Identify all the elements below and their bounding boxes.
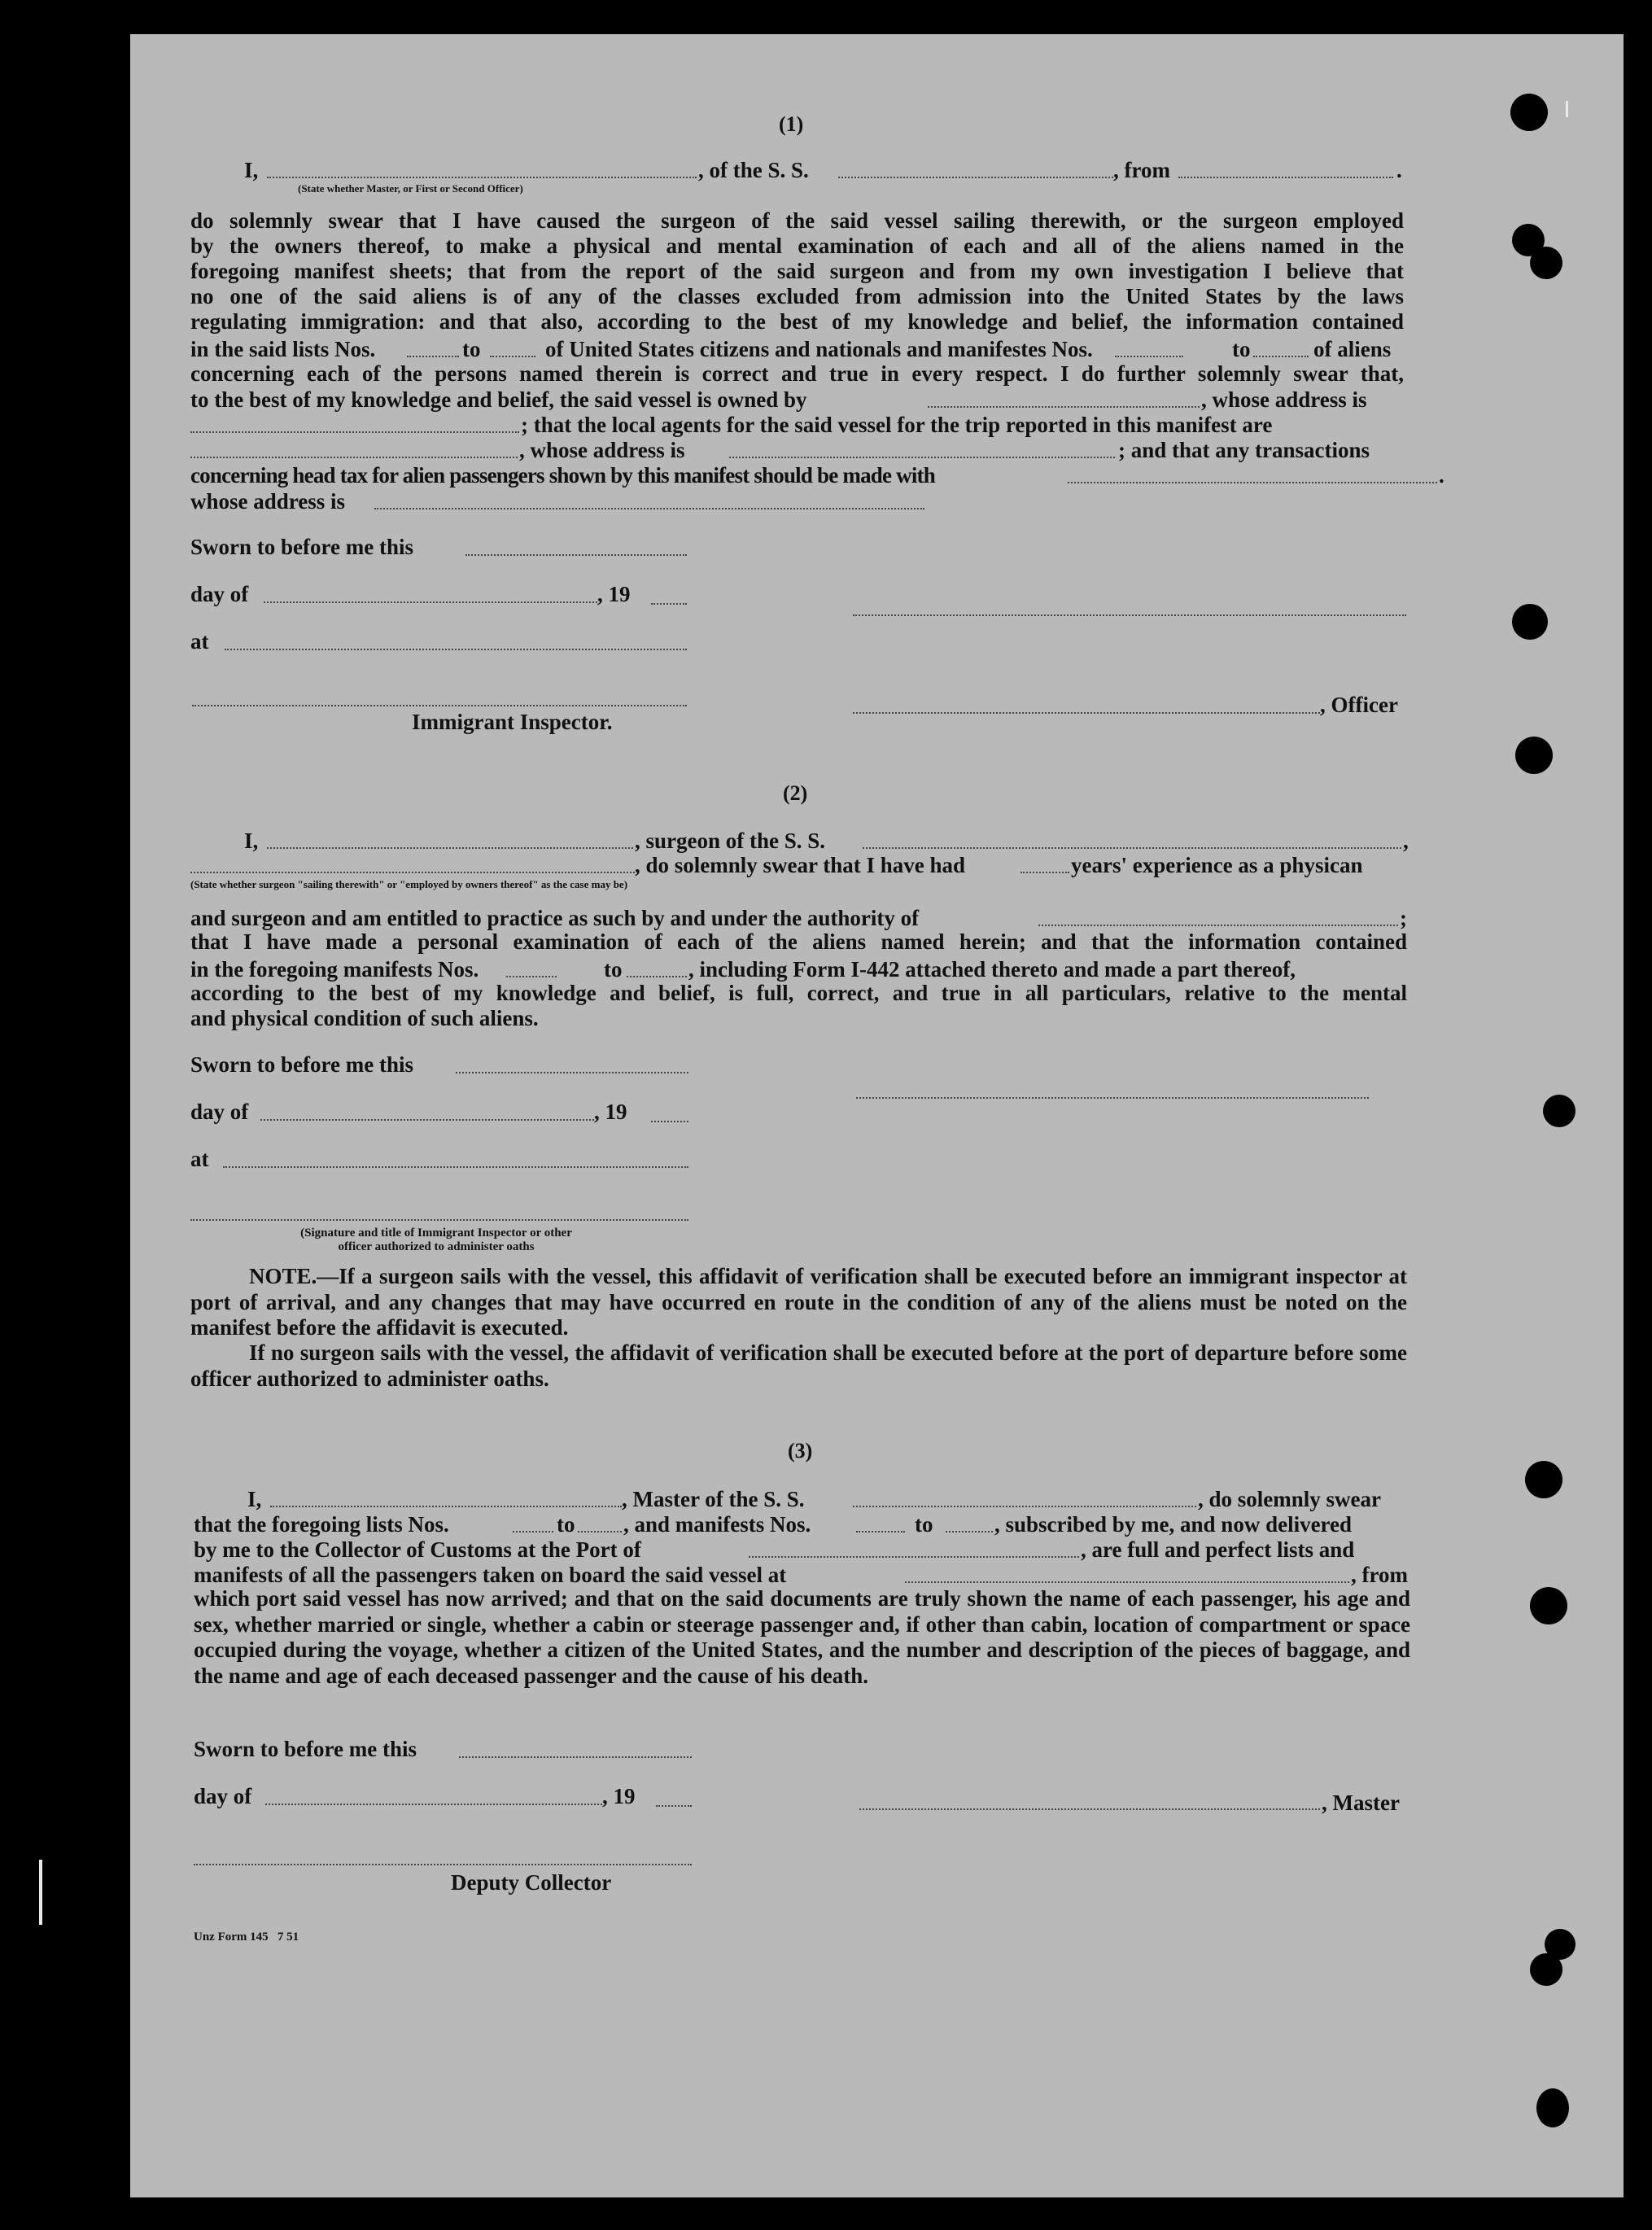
scan-mark <box>1566 101 1568 117</box>
surgeon-vessel-field[interactable] <box>863 847 1401 849</box>
master-manifests-to-field[interactable] <box>946 1531 993 1533</box>
sworn-year-field[interactable] <box>651 1121 688 1122</box>
punch-hole <box>1530 1587 1567 1624</box>
master-lists-from-field[interactable] <box>513 1531 553 1533</box>
concerning-line: concerning each of the persons named therein is correct and true in every respect. I do further solemnly swear that, <box>190 361 1404 386</box>
transactions-label: ; and that any transactions <box>1118 438 1370 462</box>
officer-signature-line-1[interactable] <box>853 614 1406 616</box>
punch-hole <box>1543 1095 1576 1127</box>
punch-hole <box>1536 2088 1569 2127</box>
deputy-collector-label: Deputy Collector <box>451 1870 612 1895</box>
day-of-label: day of <box>190 582 249 606</box>
punch-hole <box>1530 247 1562 279</box>
citizens-label: of United States citizens and nationals and manifestes Nos. <box>545 337 1093 361</box>
oath-line-1: do solemnly swear that I have caused the surgeon of the said vessel sailing therewith, or the surgeon employed <box>190 208 1404 233</box>
day-of-label: day of <box>194 1784 252 1808</box>
to-label: to <box>604 957 623 982</box>
foregoing-label: in the foregoing manifests Nos. <box>190 957 479 982</box>
year-label: , 19 <box>594 1100 627 1124</box>
master-manifests-from-field[interactable] <box>856 1531 905 1533</box>
surgeon-signature-line[interactable] <box>856 1097 1369 1099</box>
headtax-field[interactable] <box>1068 482 1437 483</box>
manifests-label: , and manifests Nos. <box>623 1512 811 1537</box>
physical-line: and physical condition of such aliens. <box>190 1006 539 1030</box>
section-1-heading: (1) <box>779 112 804 136</box>
officer-signature-line[interactable] <box>853 712 1320 714</box>
sworn-day-field[interactable] <box>459 1756 692 1758</box>
from-label: , from <box>1113 158 1170 182</box>
exam-line: that I have made a personal examination of each of the aliens named herein; and that the information contained <box>190 929 1407 954</box>
semicolon: ; <box>1400 906 1407 930</box>
affiant-name-field[interactable] <box>267 177 697 178</box>
punch-hole <box>1530 1953 1562 1986</box>
whose-address-label: whose address is <box>190 489 346 514</box>
sworn-label: Sworn to before me this <box>194 1737 417 1761</box>
lists-from-field[interactable] <box>407 356 459 357</box>
sworn-month-field[interactable] <box>265 1804 602 1805</box>
years-experience-label: years' experience as a physican <box>1071 853 1363 877</box>
master-of-ss-label: , Master of the S. S. <box>622 1487 805 1511</box>
owner-field[interactable] <box>928 406 1200 408</box>
master-paragraph: which port said vessel has now arrived; and that on the said documents are truly shown the name of each passenger, his age and sex, whether married or single, whether a cabin or steerage passenger and, if other than cabin, location of compartment or space occupied during the voyage, whether a citizen of the United States, and the number and description of the pieces of baggage, and the name and age of each deceased passenger and the cause of his death. <box>194 1586 1410 1688</box>
at-label: at <box>190 1147 209 1171</box>
section-2-heading: (2) <box>783 781 808 805</box>
agents-label: ; that the local agents for the said vessel for the trip reported in this manifest are <box>521 413 1273 437</box>
oath-line-5: regulating immigration: and that also, according to the best of my knowledge and belief, the information contained <box>190 309 1404 334</box>
lists-to-field[interactable] <box>490 356 535 357</box>
years-experience-field[interactable] <box>1020 872 1069 873</box>
master-signature-line[interactable] <box>859 1808 1320 1810</box>
sworn-label: Sworn to before me this <box>190 1052 413 1077</box>
swear-label: , do solemnly swear <box>1198 1487 1381 1511</box>
surgeon-name-field[interactable] <box>267 847 633 849</box>
note-paragraph-1: NOTE.—If a surgeon sails with the vessel, this affidavit of verification shall be executed before an immigrant inspector at port of arrival, and any changes that may have occurred en route in the condition of any of the aliens must be noted on the manifest before the affidavit is executed. <box>190 1264 1407 1340</box>
oath-line-4: no one of the said aliens is of any of the classes excluded from admission into the United States by the laws <box>190 284 1404 308</box>
boarding-port-field[interactable] <box>905 1581 1349 1583</box>
subscribed-label: , subscribed by me, and now delivered <box>994 1512 1353 1537</box>
deputy-signature-line[interactable] <box>194 1864 692 1865</box>
at-label: at <box>190 629 209 654</box>
full-lists-label: , are full and perfect lists and <box>1081 1537 1355 1562</box>
owner-address-label: , whose address is <box>1201 387 1367 412</box>
sworn-place-field[interactable] <box>225 649 687 650</box>
sworn-year-field[interactable] <box>651 603 687 605</box>
form-i442-label: , including Form I-442 attached thereto and made a part thereof, <box>688 957 1296 982</box>
scan-mark <box>39 1860 42 1925</box>
sworn-month-field[interactable] <box>264 601 597 603</box>
vessel-name-field[interactable] <box>838 177 1113 178</box>
sworn-day-field[interactable] <box>465 554 687 556</box>
to-label: to <box>557 1512 575 1537</box>
departure-port-field[interactable] <box>1178 177 1393 178</box>
authority-label: and surgeon and am entitled to practice as such by and under the authority of <box>190 906 920 930</box>
headtax-label: concerning head tax for alien passengers shown by this manifest should be made with <box>190 463 935 488</box>
surgeon-of-ss-label: , surgeon of the S. S. <box>635 829 826 853</box>
oath-line-2: by the owners thereof, to make a physical and mental examination of each and all of the aliens named in the <box>190 234 1404 258</box>
agents-field[interactable] <box>190 457 518 458</box>
master-name-field[interactable] <box>270 1506 622 1507</box>
to-label: to <box>915 1512 933 1537</box>
collector-label: by me to the Collector of Customs at the Port of <box>194 1537 641 1562</box>
authority-field[interactable] <box>1038 925 1398 926</box>
manifests-to-field[interactable] <box>1253 356 1309 357</box>
section-3-heading: (3) <box>788 1439 813 1463</box>
surgeon-type-field[interactable] <box>190 872 635 873</box>
inspector-signature-line[interactable] <box>190 1219 688 1221</box>
form-number: Unz Form 145 7 51 <box>194 1930 299 1944</box>
master-vessel-field[interactable] <box>853 1506 1196 1507</box>
sworn-place-field[interactable] <box>223 1166 688 1168</box>
to-label: to <box>462 337 481 361</box>
officer-rank-note: (State whether Master, or First or Second Officer) <box>298 182 523 195</box>
sworn-day-field[interactable] <box>456 1072 688 1073</box>
line-end: . <box>1439 463 1444 488</box>
punch-hole <box>1515 737 1553 774</box>
inspector-signature-line[interactable] <box>192 705 687 706</box>
surgeon-manifest-from-field[interactable] <box>506 976 557 977</box>
punch-hole <box>1525 1461 1562 1498</box>
owned-label: to the best of my knowledge and belief, the said vessel is owned by <box>190 387 807 412</box>
headtax-address-field[interactable] <box>374 508 924 509</box>
agents-address-field[interactable] <box>729 457 1115 458</box>
manifests-from-field[interactable] <box>1115 356 1183 357</box>
of-ss-label: , of the S. S. <box>698 158 809 182</box>
master-label: , Master <box>1322 1791 1400 1815</box>
day-of-label: day of <box>190 1100 249 1124</box>
to-label: to <box>1232 337 1251 361</box>
lists-label: in the said lists Nos. <box>190 337 376 361</box>
sworn-year-field[interactable] <box>656 1805 692 1807</box>
port-field[interactable] <box>749 1556 1079 1558</box>
signature-note: (Signature and title of Immigrant Inspector or other officer authorized to administer oaths <box>300 1226 572 1253</box>
master-i-label: I, <box>247 1487 262 1511</box>
comma: , <box>1403 829 1409 853</box>
surgeon-i-label: I, <box>244 829 259 853</box>
oath-line-3: foregoing manifest sheets; that from the report of the said surgeon and from my own investigation I believe that <box>190 259 1404 283</box>
master-lists-to-field[interactable] <box>578 1531 622 1533</box>
agents-address-label: , whose address is <box>519 438 685 462</box>
affiant-label: I, <box>244 158 259 182</box>
aliens-label: of aliens <box>1313 337 1392 361</box>
surgeon-type-note: (State whether surgeon "sailing therewith" or "employed by owners thereof" as the case may be) <box>190 878 628 890</box>
lists-label: that the foregoing lists Nos. <box>194 1512 449 1537</box>
officer-label: , Officer <box>1320 693 1398 717</box>
manifests-all-label: manifests of all the passengers taken on board the said vessel at <box>194 1563 787 1587</box>
surgeon-manifest-to-field[interactable] <box>627 976 687 977</box>
inspector-label: Immigrant Inspector. <box>412 710 613 734</box>
from-label: , from <box>1351 1563 1408 1587</box>
punch-hole <box>1510 94 1548 131</box>
line-end: . <box>1396 158 1402 182</box>
year-label: , 19 <box>597 582 631 606</box>
swear-label: , do solemnly swear that I have had <box>635 853 966 877</box>
owner-address-field[interactable] <box>190 431 519 433</box>
according-line: according to the best of my knowledge and belief, is full, correct, and true in all particulars, relative to the mental <box>190 981 1407 1005</box>
sworn-month-field[interactable] <box>260 1119 594 1121</box>
sworn-label: Sworn to before me this <box>190 535 413 559</box>
punch-hole <box>1512 604 1548 640</box>
note-paragraph-2: If no surgeon sails with the vessel, the affidavit of verification shall be executed before at the port of departure before some officer authorized to administer oaths. <box>190 1340 1407 1391</box>
year-label: , 19 <box>602 1784 636 1808</box>
